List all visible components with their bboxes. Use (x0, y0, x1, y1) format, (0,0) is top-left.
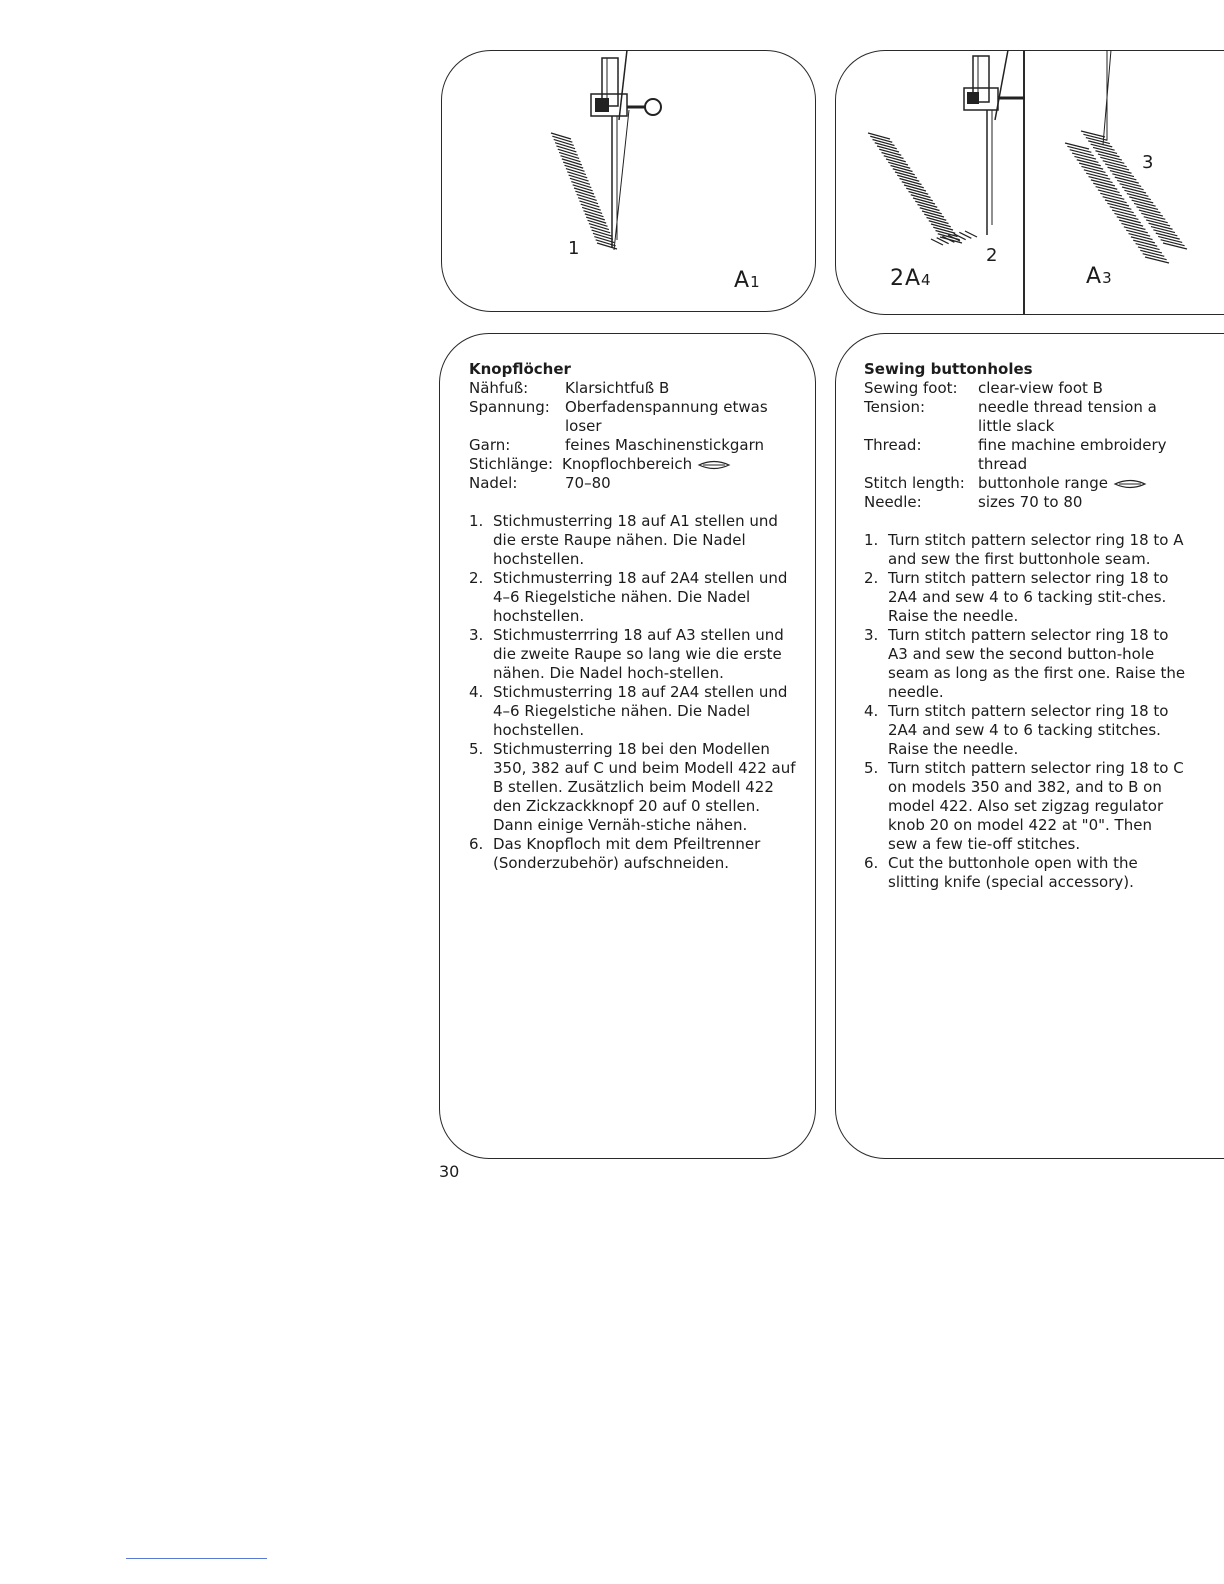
stitch-mark (1129, 234, 1153, 240)
stitch-mark (559, 152, 579, 158)
spec-row (469, 474, 804, 493)
spec-key: Stichlänge: (469, 455, 553, 473)
stitch-mark (588, 220, 608, 226)
step-text: Stichmusterring 18 auf 2A4 stellen und 4–6 Riegelstiche nähen. Die Nadel hochstellen. (493, 569, 788, 625)
step-text: Turn stitch pattern selector ring 18 to A and sew the first buttonhole seam. (888, 531, 1184, 568)
stitch-mark (1121, 223, 1145, 229)
step-text: Turn stitch pattern selector ring 18 to 2A4 and sew 4 to 6 tacking stit-ches. Raise the needle. (888, 569, 1169, 625)
english-instructions (864, 360, 1186, 892)
stitch-mark (1077, 160, 1101, 166)
spec-key: Nadel: (469, 474, 518, 492)
stitch-mark (567, 172, 587, 178)
stitch-mark (570, 178, 590, 184)
step-text: Stichmusterrring 18 auf A3 stellen und die zweite Raupe so lang wie die erste nähen. Die Nadel hoch-stellen. (493, 626, 784, 682)
stitch-mark (554, 139, 574, 145)
stitch-mark (551, 133, 571, 139)
step-number: 2. (469, 569, 484, 587)
stitch-mark (592, 230, 612, 236)
stitch-mark (1107, 203, 1131, 209)
stitch-mark (1084, 170, 1108, 176)
stitch-mark (563, 162, 583, 168)
stitch-mark (560, 156, 580, 162)
buttonhole-range-icon (697, 459, 731, 471)
stitch-mark (1126, 230, 1150, 236)
stitch-mark (590, 227, 610, 233)
spec-key: Nähfuß: (469, 379, 529, 397)
stitch-mark (1086, 173, 1110, 179)
pattern-label-2a4 (890, 266, 932, 291)
stitch-mark (1117, 217, 1141, 223)
stitch-mark (1112, 210, 1136, 216)
step-number: 4. (469, 683, 484, 701)
step-text: Das Knopfloch mit dem Pfeiltrenner (Sonderzubehör) aufschneiden. (493, 835, 761, 872)
spec-value: Oberfadenspannung etwas loser (565, 398, 768, 435)
step-number: 3. (864, 626, 879, 644)
pattern-label-a3-sub: 3 (1102, 269, 1113, 287)
pattern-label-a1-sub: 1 (750, 273, 761, 291)
stitch-mark (1074, 156, 1098, 162)
step-item (469, 683, 804, 740)
step-item (864, 531, 1186, 569)
step-item (469, 626, 804, 683)
step-number: 5. (864, 759, 879, 777)
spec-row (864, 379, 1186, 398)
spec-value: Knopflochbereich (562, 455, 693, 473)
step-text: Stichmusterring 18 bei den Modellen 350, 382 auf C und beim Modell 422 auf B stellen. Zusätzlich beim Modell 422 den Zickzackknopf 20 auf 0 stellen. Dann einige Vernäh-stiche nähen. (493, 740, 796, 834)
stitch-mark (573, 185, 593, 191)
pattern-label-a1 (734, 268, 761, 293)
stitch-mark (1119, 220, 1143, 226)
spec-value-with-icon (978, 474, 1186, 493)
stitch-mark (555, 143, 575, 149)
stitch-mark (593, 233, 613, 239)
german-specs (469, 379, 804, 493)
stitch-mark (1138, 247, 1162, 253)
step-text: Turn stitch pattern selector ring 18 to C on models 350 and 382, and to B on model 422. Also set zigzag regulator knob 20 on model 422 at "0". Then sew a few tie-off stitches. (888, 759, 1184, 853)
stitch-mark (565, 165, 585, 171)
buttonhole-range-icon (1113, 478, 1147, 490)
step-item (864, 702, 1186, 759)
stitch-mark (569, 175, 589, 181)
spec-value: fine machine embroidery thread (978, 436, 1167, 473)
stitch-mark (1110, 207, 1134, 213)
footer-rule (126, 1558, 267, 1559)
pattern-label-2a4-main: 2A (890, 266, 922, 291)
spec-row (469, 398, 804, 436)
spec-value-with-icon (562, 455, 804, 474)
spec-key: Thread: (864, 436, 922, 454)
step-number: 3. (469, 626, 484, 644)
stitch-mark (581, 204, 601, 210)
spec-value: buttonhole range (978, 474, 1108, 492)
step-number-2: 2 (986, 245, 998, 266)
spec-value: Klarsichtfuß B (565, 379, 670, 397)
stitch-mark (1105, 200, 1129, 206)
spec-row (864, 398, 1186, 436)
spec-key: Needle: (864, 493, 922, 511)
stitch-mark (1131, 237, 1155, 243)
german-steps (469, 512, 804, 873)
stitch-mark (574, 188, 594, 194)
step-item (469, 740, 804, 835)
step-text: Stichmusterring 18 auf 2A4 stellen und 4–6 Riegelstiche nähen. Die Nadel hochstellen. (493, 683, 788, 739)
stitch-mark (566, 169, 586, 175)
step-text: Cut the buttonhole open with the slitting knife (special accessory). (888, 854, 1138, 891)
stitch-mark (1081, 166, 1105, 172)
step-number: 1. (864, 531, 879, 549)
spec-row (864, 493, 1186, 512)
stitch-mark (1067, 146, 1091, 152)
stitch-mark (1089, 177, 1113, 183)
stitch-mark (1140, 250, 1164, 256)
spec-row (469, 436, 804, 455)
step-item (469, 569, 804, 626)
step-number-3: 3 (1142, 152, 1154, 173)
spec-key: Spannung: (469, 398, 550, 416)
stitch-mark (1098, 190, 1122, 196)
stitch-mark (1065, 143, 1089, 149)
stitch-mark (583, 211, 603, 217)
step-item (864, 854, 1186, 892)
english-steps (864, 531, 1186, 892)
pattern-label-a3 (1086, 264, 1113, 289)
step-number: 2. (864, 569, 879, 587)
pattern-label-a1-main: A (734, 268, 751, 293)
german-heading: Knopflöcher (469, 360, 571, 378)
step-number-1: 1 (568, 238, 580, 259)
step-number: 5. (469, 740, 484, 758)
spec-row (864, 474, 1186, 493)
german-instructions (469, 360, 804, 873)
stitch-mark (1072, 153, 1096, 159)
stitch-mark (578, 198, 598, 204)
stitch-mark (585, 214, 605, 220)
spec-key: Garn: (469, 436, 511, 454)
stitch-mark (1133, 240, 1157, 246)
pattern-label-a3-main: A (1086, 264, 1103, 289)
step-item (469, 835, 804, 873)
step-text: Turn stitch pattern selector ring 18 to A3 and sew the second button-hole seam as long as the first one. Raise the needle. (888, 626, 1186, 701)
english-heading: Sewing buttonholes (864, 360, 1033, 378)
spec-key: Stitch length: (864, 474, 965, 492)
stitch-mark (579, 201, 599, 207)
stitch-mark (1096, 187, 1120, 193)
stitch-mark (586, 217, 606, 223)
spec-key: Sewing foot: (864, 379, 958, 397)
page-number: 30 (439, 1162, 460, 1181)
stitch-mark (575, 191, 595, 197)
step-text: Turn stitch pattern selector ring 18 to 2A4 and sew 4 to 6 tacking stitches. Raise the needle. (888, 702, 1169, 758)
stitch-mark (582, 207, 602, 213)
stitch-mark (1091, 180, 1115, 186)
english-specs (864, 379, 1186, 512)
spec-value: needle thread tension a little slack (978, 398, 1157, 435)
step-item (864, 759, 1186, 854)
spec-value: clear-view foot B (978, 379, 1103, 397)
step-text: Stichmusterring 18 auf A1 stellen und die erste Raupe nähen. Die Nadel hochstellen. (493, 512, 778, 568)
stitch-mark (1143, 254, 1167, 260)
step-item (864, 626, 1186, 702)
stitch-mark (571, 182, 591, 188)
stitch-mark (552, 136, 572, 142)
stitch-mark (558, 149, 578, 155)
stitch-mark (1114, 213, 1138, 219)
stitch-mark (1100, 193, 1124, 199)
spec-row (469, 455, 804, 474)
stitch-mark (577, 194, 597, 200)
stitch-mark (556, 146, 576, 152)
stitch-mark (1093, 183, 1117, 189)
stitch-mark (562, 159, 582, 165)
step-item (469, 512, 804, 569)
spec-row (469, 379, 804, 398)
step-item (864, 569, 1186, 626)
step-number: 1. (469, 512, 484, 530)
stitch-mark (1145, 257, 1169, 263)
spec-row (864, 436, 1186, 474)
step-number: 4. (864, 702, 879, 720)
stitch-mark (1079, 163, 1103, 169)
stitch-mark (1070, 150, 1094, 156)
stitch-mark (589, 224, 609, 230)
spec-value: feines Maschinenstickgarn (565, 436, 765, 454)
step-number: 6. (864, 854, 879, 872)
stitch-mark (1136, 244, 1160, 250)
step-number: 6. (469, 835, 484, 853)
spec-value: sizes 70 to 80 (978, 493, 1083, 511)
pattern-label-2a4-sub: 4 (921, 271, 932, 289)
spec-value: 70–80 (565, 474, 611, 492)
stitch-mark (1103, 197, 1127, 203)
spec-key: Tension: (864, 398, 926, 416)
stitch-mark (1124, 227, 1148, 233)
